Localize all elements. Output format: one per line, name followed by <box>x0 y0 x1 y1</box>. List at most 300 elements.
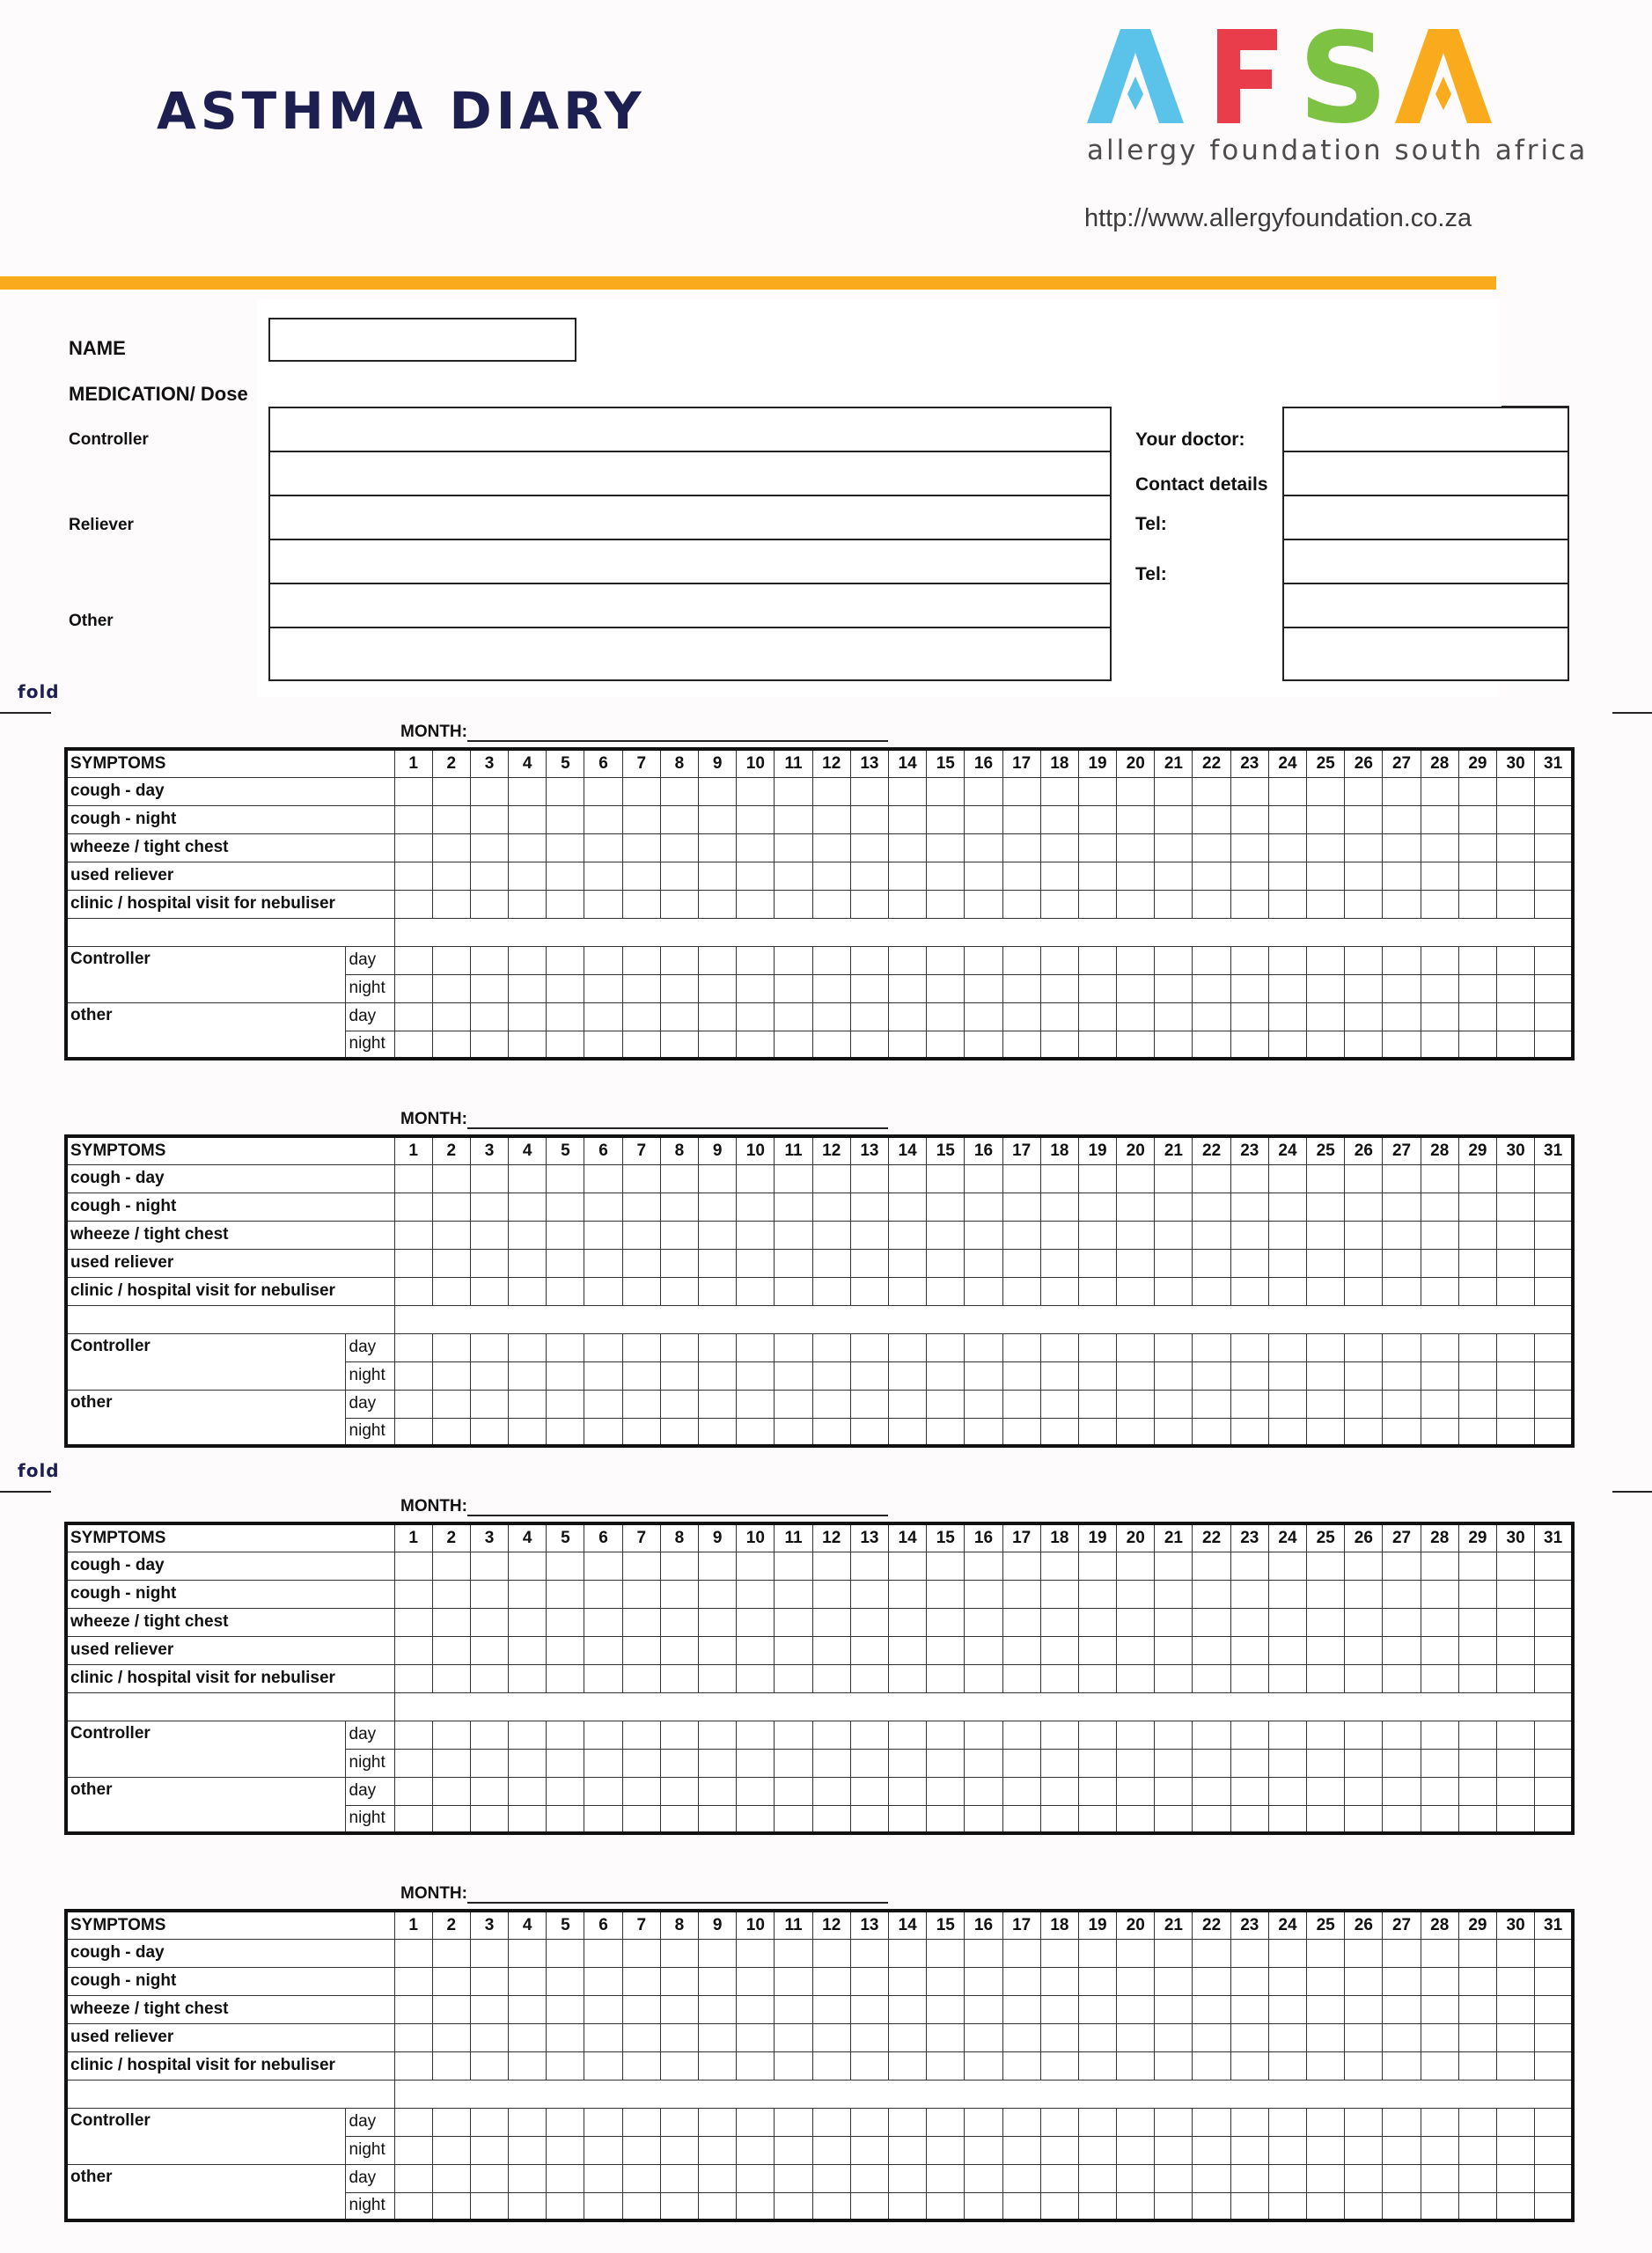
day-cell[interactable] <box>584 777 622 805</box>
day-cell[interactable] <box>1040 1031 1078 1059</box>
day-cell[interactable] <box>1383 1249 1421 1277</box>
day-cell[interactable] <box>1117 1636 1155 1664</box>
day-cell[interactable] <box>1458 1277 1496 1305</box>
day-cell[interactable] <box>737 890 775 918</box>
day-cell[interactable] <box>470 2192 508 2220</box>
day-cell[interactable] <box>1535 1418 1573 1446</box>
day-cell[interactable] <box>622 1664 660 1692</box>
day-cell[interactable] <box>1230 1390 1268 1418</box>
day-cell[interactable] <box>1002 946 1040 974</box>
day-cell[interactable] <box>737 1777 775 1805</box>
day-cell[interactable] <box>1117 1608 1155 1636</box>
day-cell[interactable] <box>850 1249 888 1277</box>
day-cell[interactable] <box>584 1805 622 1833</box>
day-cell[interactable] <box>394 1580 432 1608</box>
day-cell[interactable] <box>470 1721 508 1749</box>
day-cell[interactable] <box>622 1031 660 1059</box>
day-cell[interactable] <box>509 1608 547 1636</box>
day-cell[interactable] <box>1002 2023 1040 2051</box>
day-cell[interactable] <box>622 1967 660 1995</box>
day-cell[interactable] <box>699 1995 737 2023</box>
day-cell[interactable] <box>1383 1333 1421 1361</box>
medication-line[interactable] <box>270 584 1110 628</box>
website-url[interactable]: http://www.allergyfoundation.co.za <box>1084 204 1472 232</box>
day-cell[interactable] <box>1193 1249 1230 1277</box>
day-cell[interactable] <box>1345 2164 1383 2192</box>
day-cell[interactable] <box>737 1193 775 1221</box>
day-cell[interactable] <box>699 974 737 1002</box>
day-cell[interactable] <box>1078 1721 1116 1749</box>
day-cell[interactable] <box>1535 805 1573 833</box>
day-cell[interactable] <box>965 1552 1002 1580</box>
day-cell[interactable] <box>622 1361 660 1390</box>
day-cell[interactable] <box>1078 974 1116 1002</box>
day-cell[interactable] <box>470 1664 508 1692</box>
day-cell[interactable] <box>1155 1939 1193 1967</box>
day-cell[interactable] <box>1040 1193 1078 1221</box>
day-cell[interactable] <box>888 1805 926 1833</box>
day-cell[interactable] <box>1155 1552 1193 1580</box>
medication-lines[interactable] <box>268 407 1112 681</box>
day-cell[interactable] <box>622 1333 660 1361</box>
day-cell[interactable] <box>547 1390 584 1418</box>
day-cell[interactable] <box>394 1164 432 1193</box>
day-cell[interactable] <box>584 1608 622 1636</box>
day-cell[interactable] <box>622 2164 660 2192</box>
day-cell[interactable] <box>584 833 622 862</box>
day-cell[interactable] <box>1345 2023 1383 2051</box>
day-cell[interactable] <box>1002 1002 1040 1031</box>
day-cell[interactable] <box>1496 1580 1534 1608</box>
day-cell[interactable] <box>812 1552 850 1580</box>
day-cell[interactable] <box>1155 1333 1193 1361</box>
day-cell[interactable] <box>1230 1664 1268 1692</box>
day-cell[interactable] <box>1307 2192 1345 2220</box>
day-cell[interactable] <box>1002 1390 1040 1418</box>
day-cell[interactable] <box>1040 2164 1078 2192</box>
day-cell[interactable] <box>394 1939 432 1967</box>
day-cell[interactable] <box>1078 1277 1116 1305</box>
day-cell[interactable] <box>927 1221 965 1249</box>
day-cell[interactable] <box>584 1361 622 1390</box>
day-cell[interactable] <box>888 890 926 918</box>
day-cell[interactable] <box>812 1249 850 1277</box>
day-cell[interactable] <box>775 1721 812 1749</box>
day-cell[interactable] <box>394 1805 432 1833</box>
day-cell[interactable] <box>1078 1361 1116 1390</box>
day-cell[interactable] <box>660 2108 698 2136</box>
day-cell[interactable] <box>1002 1031 1040 1059</box>
day-cell[interactable] <box>1421 833 1458 862</box>
day-cell[interactable] <box>737 946 775 974</box>
day-cell[interactable] <box>927 777 965 805</box>
day-cell[interactable] <box>1117 1777 1155 1805</box>
day-cell[interactable] <box>1383 777 1421 805</box>
month-underline[interactable] <box>467 724 888 742</box>
day-cell[interactable] <box>1002 1361 1040 1390</box>
day-cell[interactable] <box>927 1967 965 1995</box>
day-cell[interactable] <box>1345 1361 1383 1390</box>
day-cell[interactable] <box>1345 1721 1383 1749</box>
day-cell[interactable] <box>1193 2023 1230 2051</box>
day-cell[interactable] <box>1078 2164 1116 2192</box>
day-cell[interactable] <box>927 862 965 890</box>
day-cell[interactable] <box>812 1749 850 1777</box>
day-cell[interactable] <box>432 2192 470 2220</box>
day-cell[interactable] <box>584 1967 622 1995</box>
day-cell[interactable] <box>622 1164 660 1193</box>
day-cell[interactable] <box>1383 1164 1421 1193</box>
day-cell[interactable] <box>1496 946 1534 974</box>
day-cell[interactable] <box>1193 1995 1230 2023</box>
day-cell[interactable] <box>660 1193 698 1221</box>
day-cell[interactable] <box>1117 862 1155 890</box>
day-cell[interactable] <box>965 1777 1002 1805</box>
day-cell[interactable] <box>547 1249 584 1277</box>
day-cell[interactable] <box>1040 1221 1078 1249</box>
day-cell[interactable] <box>394 2108 432 2136</box>
day-cell[interactable] <box>1268 2136 1306 2164</box>
day-cell[interactable] <box>1040 1418 1078 1446</box>
day-cell[interactable] <box>1383 2192 1421 2220</box>
day-cell[interactable] <box>1268 1939 1306 1967</box>
day-cell[interactable] <box>850 1777 888 1805</box>
day-cell[interactable] <box>850 1193 888 1221</box>
day-cell[interactable] <box>1535 2192 1573 2220</box>
day-cell[interactable] <box>1535 777 1573 805</box>
day-cell[interactable] <box>737 2051 775 2080</box>
day-cell[interactable] <box>509 805 547 833</box>
day-cell[interactable] <box>812 1664 850 1692</box>
day-cell[interactable] <box>394 1777 432 1805</box>
day-cell[interactable] <box>1078 1777 1116 1805</box>
day-cell[interactable] <box>1193 1390 1230 1418</box>
day-cell[interactable] <box>660 2051 698 2080</box>
day-cell[interactable] <box>394 1418 432 1446</box>
day-cell[interactable] <box>394 974 432 1002</box>
day-cell[interactable] <box>547 833 584 862</box>
day-cell[interactable] <box>699 1749 737 1777</box>
day-cell[interactable] <box>432 862 470 890</box>
day-cell[interactable] <box>584 1031 622 1059</box>
day-cell[interactable] <box>1193 862 1230 890</box>
day-cell[interactable] <box>1421 1193 1458 1221</box>
day-cell[interactable] <box>737 1031 775 1059</box>
day-cell[interactable] <box>1002 1749 1040 1777</box>
day-cell[interactable] <box>470 1277 508 1305</box>
day-cell[interactable] <box>1155 1277 1193 1305</box>
day-cell[interactable] <box>470 1805 508 1833</box>
day-cell[interactable] <box>699 1664 737 1692</box>
day-cell[interactable] <box>927 1390 965 1418</box>
day-cell[interactable] <box>509 1552 547 1580</box>
day-cell[interactable] <box>965 890 1002 918</box>
day-cell[interactable] <box>1268 2051 1306 2080</box>
day-cell[interactable] <box>812 1777 850 1805</box>
day-cell[interactable] <box>1268 833 1306 862</box>
day-cell[interactable] <box>470 1580 508 1608</box>
day-cell[interactable] <box>1421 1164 1458 1193</box>
day-cell[interactable] <box>470 974 508 1002</box>
day-cell[interactable] <box>1002 1580 1040 1608</box>
day-cell[interactable] <box>737 1552 775 1580</box>
day-cell[interactable] <box>509 1664 547 1692</box>
day-cell[interactable] <box>394 1995 432 2023</box>
day-cell[interactable] <box>1230 1805 1268 1833</box>
day-cell[interactable] <box>547 2136 584 2164</box>
day-cell[interactable] <box>584 1221 622 1249</box>
spacer-cell[interactable] <box>394 1305 1573 1333</box>
day-cell[interactable] <box>1383 805 1421 833</box>
day-cell[interactable] <box>622 1995 660 2023</box>
day-cell[interactable] <box>1307 777 1345 805</box>
day-cell[interactable] <box>394 1277 432 1305</box>
day-cell[interactable] <box>1230 1636 1268 1664</box>
day-cell[interactable] <box>432 946 470 974</box>
day-cell[interactable] <box>1268 1390 1306 1418</box>
day-cell[interactable] <box>1268 1721 1306 1749</box>
day-cell[interactable] <box>1078 777 1116 805</box>
day-cell[interactable] <box>470 2051 508 2080</box>
day-cell[interactable] <box>1458 777 1496 805</box>
day-cell[interactable] <box>812 1031 850 1059</box>
day-cell[interactable] <box>775 2164 812 2192</box>
day-cell[interactable] <box>1458 2023 1496 2051</box>
day-cell[interactable] <box>888 1002 926 1031</box>
day-cell[interactable] <box>1421 2192 1458 2220</box>
day-cell[interactable] <box>737 1333 775 1361</box>
day-cell[interactable] <box>1002 2136 1040 2164</box>
day-cell[interactable] <box>775 1031 812 1059</box>
day-cell[interactable] <box>1193 2108 1230 2136</box>
month-underline[interactable] <box>467 1886 888 1904</box>
day-cell[interactable] <box>1002 2051 1040 2080</box>
day-cell[interactable] <box>1345 946 1383 974</box>
day-cell[interactable] <box>965 1939 1002 1967</box>
day-cell[interactable] <box>1307 1805 1345 1833</box>
day-cell[interactable] <box>1193 1777 1230 1805</box>
day-cell[interactable] <box>1002 1721 1040 1749</box>
day-cell[interactable] <box>888 2051 926 2080</box>
day-cell[interactable] <box>660 1805 698 1833</box>
day-cell[interactable] <box>1421 1361 1458 1390</box>
day-cell[interactable] <box>812 1418 850 1446</box>
day-cell[interactable] <box>850 1995 888 2023</box>
day-cell[interactable] <box>1078 2108 1116 2136</box>
day-cell[interactable] <box>470 1995 508 2023</box>
day-cell[interactable] <box>927 1031 965 1059</box>
day-cell[interactable] <box>432 1636 470 1664</box>
day-cell[interactable] <box>584 1749 622 1777</box>
day-cell[interactable] <box>432 1221 470 1249</box>
day-cell[interactable] <box>509 2108 547 2136</box>
day-cell[interactable] <box>394 1390 432 1418</box>
day-cell[interactable] <box>699 1164 737 1193</box>
day-cell[interactable] <box>1535 1164 1573 1193</box>
day-cell[interactable] <box>1496 2192 1534 2220</box>
day-cell[interactable] <box>622 1721 660 1749</box>
day-cell[interactable] <box>660 1636 698 1664</box>
day-cell[interactable] <box>1230 1552 1268 1580</box>
day-cell[interactable] <box>660 833 698 862</box>
day-cell[interactable] <box>1268 1361 1306 1390</box>
day-cell[interactable] <box>470 1031 508 1059</box>
day-cell[interactable] <box>547 1608 584 1636</box>
day-cell[interactable] <box>509 946 547 974</box>
day-cell[interactable] <box>1535 1361 1573 1390</box>
day-cell[interactable] <box>1535 1749 1573 1777</box>
day-cell[interactable] <box>888 1221 926 1249</box>
day-cell[interactable] <box>1535 2051 1573 2080</box>
day-cell[interactable] <box>775 862 812 890</box>
day-cell[interactable] <box>1193 2192 1230 2220</box>
day-cell[interactable] <box>775 2192 812 2220</box>
day-cell[interactable] <box>1117 2108 1155 2136</box>
day-cell[interactable] <box>1535 2108 1573 2136</box>
day-cell[interactable] <box>394 1249 432 1277</box>
day-cell[interactable] <box>1193 2051 1230 2080</box>
day-cell[interactable] <box>699 1390 737 1418</box>
day-cell[interactable] <box>775 1002 812 1031</box>
day-cell[interactable] <box>1307 1390 1345 1418</box>
day-cell[interactable] <box>432 2164 470 2192</box>
day-cell[interactable] <box>1421 1636 1458 1664</box>
day-cell[interactable] <box>660 1552 698 1580</box>
day-cell[interactable] <box>660 777 698 805</box>
day-cell[interactable] <box>432 1418 470 1446</box>
day-cell[interactable] <box>1345 805 1383 833</box>
day-cell[interactable] <box>584 805 622 833</box>
day-cell[interactable] <box>547 1777 584 1805</box>
day-cell[interactable] <box>1345 1939 1383 1967</box>
day-cell[interactable] <box>737 1221 775 1249</box>
day-cell[interactable] <box>432 890 470 918</box>
day-cell[interactable] <box>1268 2164 1306 2192</box>
month-underline[interactable] <box>467 1499 888 1516</box>
day-cell[interactable] <box>1268 862 1306 890</box>
day-cell[interactable] <box>660 1221 698 1249</box>
day-cell[interactable] <box>775 1164 812 1193</box>
day-cell[interactable] <box>1345 1995 1383 2023</box>
day-cell[interactable] <box>927 1333 965 1361</box>
day-cell[interactable] <box>432 805 470 833</box>
day-cell[interactable] <box>547 1031 584 1059</box>
day-cell[interactable] <box>737 1002 775 1031</box>
day-cell[interactable] <box>622 2136 660 2164</box>
day-cell[interactable] <box>1078 1031 1116 1059</box>
day-cell[interactable] <box>1345 890 1383 918</box>
day-cell[interactable] <box>927 1552 965 1580</box>
day-cell[interactable] <box>1117 2192 1155 2220</box>
day-cell[interactable] <box>965 777 1002 805</box>
day-cell[interactable] <box>965 1390 1002 1418</box>
day-cell[interactable] <box>812 1193 850 1221</box>
medication-line[interactable] <box>270 408 1110 452</box>
day-cell[interactable] <box>1002 1777 1040 1805</box>
day-cell[interactable] <box>1383 1221 1421 1249</box>
day-cell[interactable] <box>1117 1664 1155 1692</box>
day-cell[interactable] <box>1421 946 1458 974</box>
day-cell[interactable] <box>547 805 584 833</box>
day-cell[interactable] <box>470 2164 508 2192</box>
day-cell[interactable] <box>470 1221 508 1249</box>
day-cell[interactable] <box>850 805 888 833</box>
day-cell[interactable] <box>850 1608 888 1636</box>
day-cell[interactable] <box>1002 1333 1040 1361</box>
day-cell[interactable] <box>888 2023 926 2051</box>
day-cell[interactable] <box>584 1939 622 1967</box>
day-cell[interactable] <box>1345 1664 1383 1692</box>
day-cell[interactable] <box>1078 1333 1116 1361</box>
day-cell[interactable] <box>1458 1939 1496 1967</box>
day-cell[interactable] <box>965 2108 1002 2136</box>
day-cell[interactable] <box>622 946 660 974</box>
day-cell[interactable] <box>927 833 965 862</box>
day-cell[interactable] <box>1458 1664 1496 1692</box>
day-cell[interactable] <box>965 2192 1002 2220</box>
day-cell[interactable] <box>775 1361 812 1390</box>
day-cell[interactable] <box>1496 777 1534 805</box>
day-cell[interactable] <box>394 2136 432 2164</box>
day-cell[interactable] <box>1458 1002 1496 1031</box>
day-cell[interactable] <box>1458 946 1496 974</box>
day-cell[interactable] <box>699 805 737 833</box>
day-cell[interactable] <box>1040 1636 1078 1664</box>
day-cell[interactable] <box>1458 1164 1496 1193</box>
day-cell[interactable] <box>888 1721 926 1749</box>
day-cell[interactable] <box>1230 1193 1268 1221</box>
day-cell[interactable] <box>1155 1390 1193 1418</box>
day-cell[interactable] <box>1002 1418 1040 1446</box>
day-cell[interactable] <box>1040 1967 1078 1995</box>
day-cell[interactable] <box>432 1333 470 1361</box>
day-cell[interactable] <box>965 1193 1002 1221</box>
day-cell[interactable] <box>1345 1164 1383 1193</box>
day-cell[interactable] <box>1002 805 1040 833</box>
day-cell[interactable] <box>509 1361 547 1390</box>
day-cell[interactable] <box>1535 1580 1573 1608</box>
day-cell[interactable] <box>1040 1721 1078 1749</box>
day-cell[interactable] <box>775 1333 812 1361</box>
day-cell[interactable] <box>547 1721 584 1749</box>
day-cell[interactable] <box>394 777 432 805</box>
day-cell[interactable] <box>812 1164 850 1193</box>
day-cell[interactable] <box>888 1995 926 2023</box>
day-cell[interactable] <box>850 1418 888 1446</box>
day-cell[interactable] <box>812 1277 850 1305</box>
day-cell[interactable] <box>812 1361 850 1390</box>
day-cell[interactable] <box>432 2023 470 2051</box>
day-cell[interactable] <box>888 1390 926 1418</box>
day-cell[interactable] <box>584 2023 622 2051</box>
day-cell[interactable] <box>1268 1967 1306 1995</box>
day-cell[interactable] <box>737 2136 775 2164</box>
day-cell[interactable] <box>584 2108 622 2136</box>
day-cell[interactable] <box>1383 833 1421 862</box>
day-cell[interactable] <box>1496 1608 1534 1636</box>
day-cell[interactable] <box>965 1221 1002 1249</box>
day-cell[interactable] <box>584 974 622 1002</box>
day-cell[interactable] <box>547 1967 584 1995</box>
day-cell[interactable] <box>737 1805 775 1833</box>
day-cell[interactable] <box>965 2136 1002 2164</box>
day-cell[interactable] <box>1268 1221 1306 1249</box>
day-cell[interactable] <box>775 1277 812 1305</box>
day-cell[interactable] <box>699 1277 737 1305</box>
day-cell[interactable] <box>812 2023 850 2051</box>
day-cell[interactable] <box>737 1664 775 1692</box>
day-cell[interactable] <box>1496 1749 1534 1777</box>
